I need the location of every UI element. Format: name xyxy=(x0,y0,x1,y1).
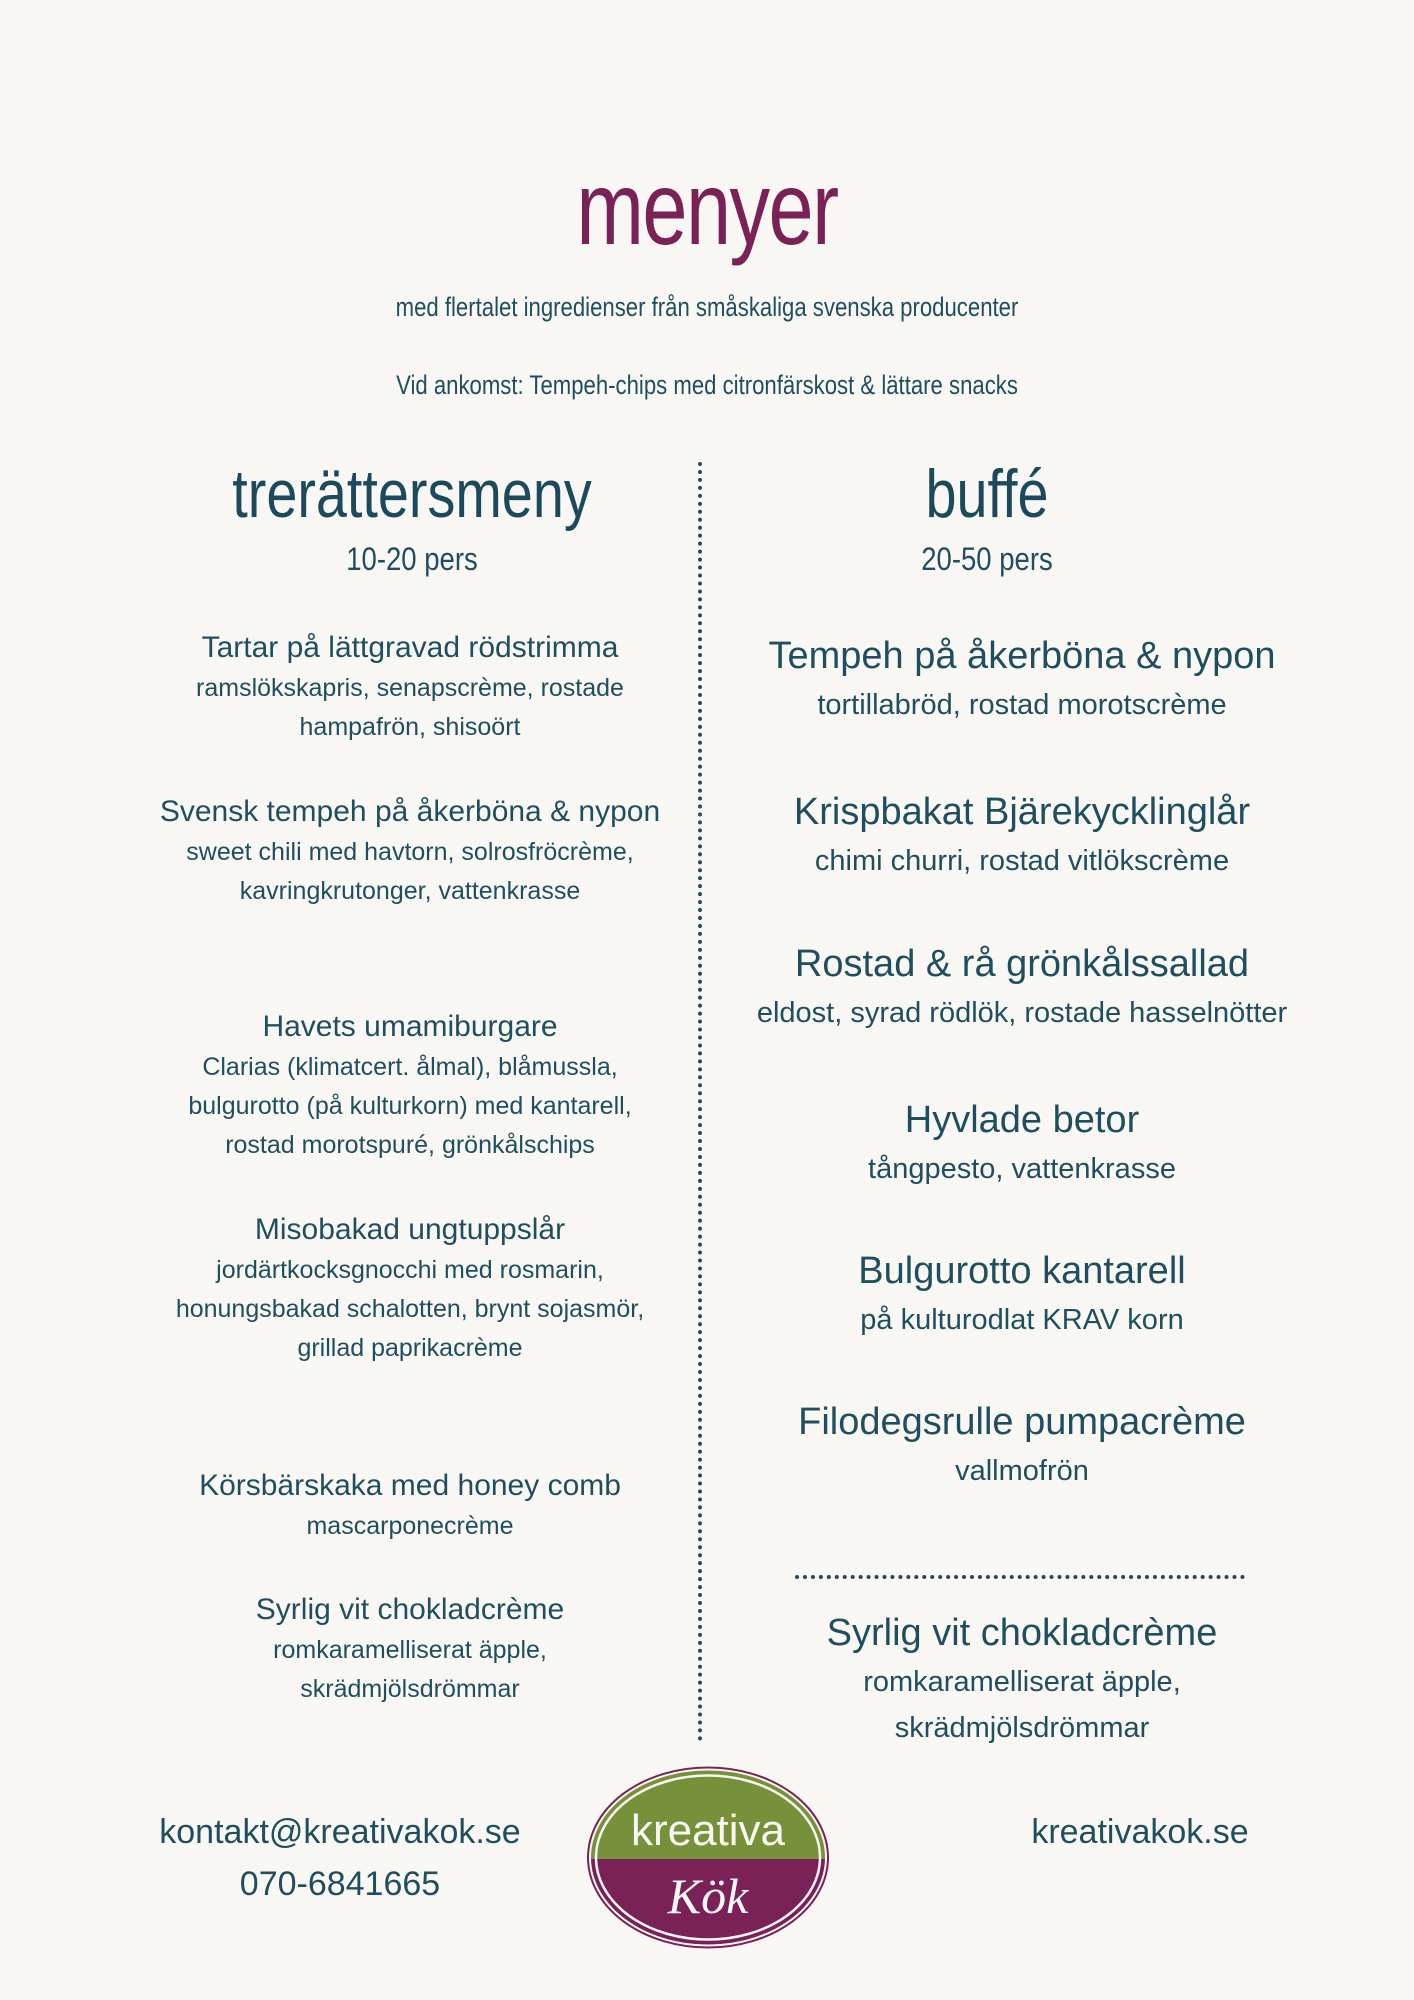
menu-dish xyxy=(722,1094,1322,1192)
dish-description: Clarias (klimatcert. ålmal), blåmussla, xyxy=(202,1053,618,1081)
dish-name: Syrlig vit chokladcrème xyxy=(826,1612,1218,1654)
dish-name: Bulgurotto kantarell xyxy=(858,1250,1186,1292)
dish-description: på kulturodlat KRAV korn xyxy=(860,1304,1184,1336)
dish-description: skrädmjölsdrömmar xyxy=(894,1712,1150,1744)
dish-description: rostad morotspuré, grönkålschips xyxy=(225,1131,595,1159)
dish-description: mascarponecrème xyxy=(306,1512,514,1540)
dish-name: Syrlig vit chokladcrème xyxy=(255,1593,565,1626)
website-link[interactable]: kreativakok.se xyxy=(1031,1813,1249,1851)
menu-dish xyxy=(130,627,690,747)
dish-name: Svensk tempeh på åkerböna & nypon xyxy=(159,795,661,828)
page-title: menyer xyxy=(576,151,838,267)
buffet-title: buffé xyxy=(925,456,1049,532)
three-course-persons: 10-20 pers xyxy=(346,541,478,577)
arrival-note: Vid ankomst: Tempeh-chips med citronfärskost & lättare snacks xyxy=(396,370,1018,400)
dish-name: Hyvlade betor xyxy=(904,1099,1140,1141)
dish-description: chimi churri, rostad vitlökscrème xyxy=(814,845,1230,877)
menu-dish xyxy=(722,786,1322,884)
dish-description: honungsbakad schalotten, brynt sojasmör, xyxy=(175,1295,645,1323)
dish-description: vallmofrön xyxy=(955,1455,1089,1487)
dish-description: grillad paprikacrème xyxy=(297,1334,523,1362)
contact-block xyxy=(120,1806,560,1910)
menu-dish xyxy=(130,1589,690,1709)
menu-dish xyxy=(130,1465,690,1546)
column-divider xyxy=(698,462,702,1742)
subtitle: med flertalet ingredienser från småskaliga svenska producenter xyxy=(395,292,1019,322)
dish-description: romkaramelliserat äpple, xyxy=(273,1636,547,1664)
three-course-title: trerättersmeny xyxy=(232,456,592,532)
kreativa-kok-logo xyxy=(585,1765,831,1950)
dish-name: Havets umamiburgare xyxy=(262,1010,558,1043)
menu-dish xyxy=(722,630,1322,728)
dish-description: romkaramelliserat äpple, xyxy=(863,1666,1181,1698)
dish-name: Tempeh på åkerböna & nypon xyxy=(768,635,1276,677)
dish-name: Rostad & rå grönkålssallad xyxy=(794,943,1250,985)
dish-description: hampafrön, shisoört xyxy=(299,713,521,741)
dish-description: ramslökskapris, senapscrème, rostade xyxy=(196,674,624,702)
dish-name: Misobakad ungtuppslår xyxy=(254,1213,566,1246)
logo-text-top: kreativa xyxy=(630,1806,786,1855)
menu-dish xyxy=(722,1396,1322,1494)
dish-description: jordärtkocksgnocchi med rosmarin, xyxy=(216,1256,604,1284)
menu-dish xyxy=(722,1607,1322,1751)
website-block xyxy=(980,1806,1300,1858)
dish-description: tångpesto, vattenkrasse xyxy=(868,1153,1176,1185)
dish-description: kavringkrutonger, vattenkrasse xyxy=(239,877,581,905)
dish-name: Krispbakat Bjärekycklinglår xyxy=(793,791,1251,833)
dish-name: Filodegsrulle pumpacrème xyxy=(798,1401,1246,1443)
menu-dish xyxy=(130,1209,690,1368)
menu-dish xyxy=(722,1245,1322,1343)
dish-description: bulgurotto (på kulturkorn) med kantarell, xyxy=(188,1092,632,1120)
dish-description: eldost, syrad rödlök, rostade hasselnötter xyxy=(756,997,1288,1029)
menu-dish xyxy=(130,1006,690,1165)
dish-description: sweet chili med havtorn, solrosfröcrème, xyxy=(186,838,634,866)
dish-description: tortillabröd, rostad morotscrème xyxy=(817,689,1227,721)
contact-phone[interactable]: 070-6841665 xyxy=(239,1865,441,1903)
menu-dish xyxy=(130,791,690,911)
dish-name: Körsbärskaka med honey comb xyxy=(199,1469,621,1502)
contact-email[interactable]: kontakt@kreativakok.se xyxy=(159,1813,521,1851)
dessert-divider xyxy=(795,1575,1245,1579)
menu-dish xyxy=(722,938,1322,1036)
buffet-persons: 20-50 pers xyxy=(921,541,1053,577)
dish-description: skrädmjölsdrömmar xyxy=(300,1675,520,1703)
dish-name: Tartar på lättgravad rödstrimma xyxy=(201,631,619,664)
logo-text-bottom: Kök xyxy=(667,1868,749,1924)
